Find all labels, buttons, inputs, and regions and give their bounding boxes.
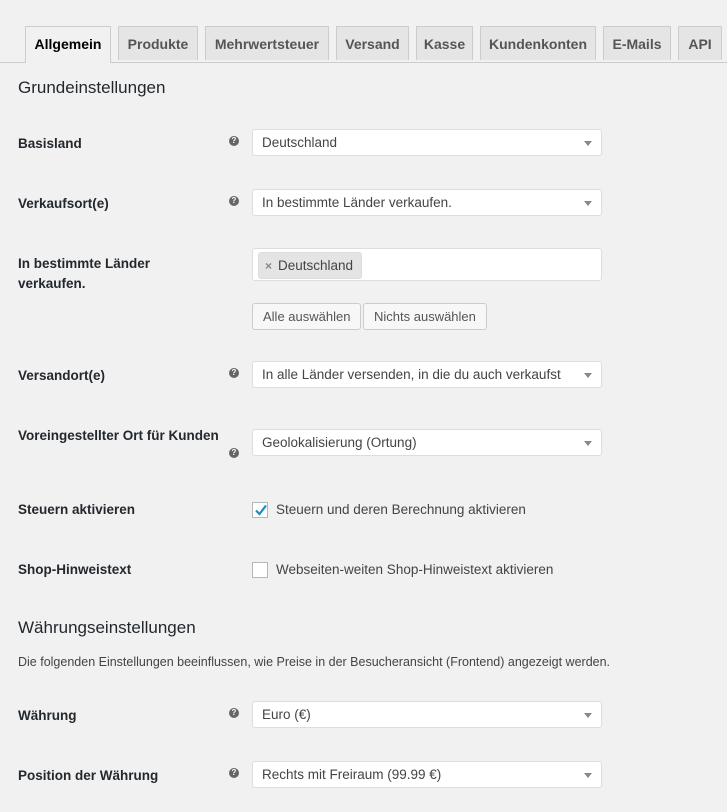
country-chip	[258, 252, 362, 279]
base-country-label: Basisland	[18, 136, 82, 151]
currency-position-value: Rechts mit Freiraum (99.99 €)	[262, 767, 442, 782]
tab-allgemein[interactable]: Allgemein	[25, 26, 111, 63]
store-notice-checkbox[interactable]	[252, 562, 268, 578]
tab-produkte[interactable]: Produkte	[118, 26, 198, 60]
tab-api[interactable]: API	[678, 26, 722, 60]
currency-value: Euro (€)	[262, 707, 311, 722]
shipping-location-value: In alle Länder versenden, in die du auch verkaufst	[262, 367, 561, 382]
help-tip-icon[interactable]: ?	[229, 136, 239, 146]
help-tip-icon[interactable]: ?	[229, 448, 239, 458]
help-tip-icon[interactable]: ?	[229, 708, 239, 718]
chevron-down-icon	[584, 441, 592, 446]
chevron-down-icon	[584, 373, 592, 378]
default-customer-location-value: Geolokalisierung (Ortung)	[262, 435, 417, 450]
general-settings-heading: Grundeinstellungen	[18, 78, 166, 97]
country-chip-label: Deutschland	[278, 258, 354, 273]
tab-emails[interactable]: E-Mails	[603, 26, 671, 60]
chevron-down-icon	[584, 201, 592, 206]
help-tip-icon[interactable]: ?	[229, 368, 239, 378]
store-notice-checkbox-label: Webseiten-weiten Shop-Hinweistext aktivieren	[276, 562, 554, 577]
shipping-location-label: Versandort(e)	[18, 368, 106, 383]
remove-icon[interactable]: ×	[265, 259, 273, 273]
base-country-select[interactable]	[252, 129, 602, 156]
currency-description: Die folgenden Einstellungen beeinflussen, wie Preise in der Besucheransicht (Frontend) angezeigt werden.	[18, 655, 611, 669]
store-notice-label: Shop-Hinweistext	[18, 562, 132, 577]
currency-label: Währung	[18, 708, 77, 723]
currency-settings-heading: Währungseinstellungen	[18, 618, 196, 637]
chevron-down-icon	[584, 713, 592, 718]
help-tip-icon[interactable]: ?	[229, 196, 239, 206]
selling-location-select[interactable]	[252, 189, 602, 216]
tab-versand[interactable]: Versand	[336, 26, 409, 60]
tab-kasse[interactable]: Kasse	[416, 26, 473, 60]
enable-taxes-checkbox[interactable]	[252, 502, 268, 518]
default-customer-location-select[interactable]	[252, 429, 602, 456]
base-country-value: Deutschland	[262, 135, 338, 150]
chevron-down-icon	[584, 141, 592, 146]
settings-tabs	[0, 26, 727, 63]
shipping-location-select[interactable]	[252, 361, 602, 388]
chevron-down-icon	[584, 773, 592, 778]
checkmark-icon	[254, 503, 268, 517]
currency-position-select[interactable]	[252, 761, 602, 788]
tab-kundenkonten[interactable]: Kundenkonten	[480, 26, 596, 60]
currency-select[interactable]	[252, 701, 602, 728]
tab-mehrwertsteuer[interactable]: Mehrwertsteuer	[205, 26, 329, 60]
enable-taxes-label: Steuern aktivieren	[18, 502, 136, 517]
help-tip-icon[interactable]: ?	[229, 768, 239, 778]
selling-location-label: Verkaufsort(e)	[18, 196, 109, 211]
default-customer-location-label: Voreingestellter Ort für Kunden	[18, 428, 219, 443]
currency-position-label: Position der Währung	[18, 768, 159, 783]
specific-countries-label: In bestimmte Länder verkaufen.	[18, 256, 151, 291]
specific-countries-multiselect[interactable]	[252, 248, 602, 281]
enable-taxes-checkbox-label: Steuern und deren Berechnung aktivieren	[276, 502, 526, 517]
selling-location-value: In bestimmte Länder verkaufen.	[262, 195, 452, 210]
select-all-button[interactable]: Alle auswählen	[252, 303, 361, 330]
select-none-button[interactable]: Nichts auswählen	[363, 303, 487, 330]
